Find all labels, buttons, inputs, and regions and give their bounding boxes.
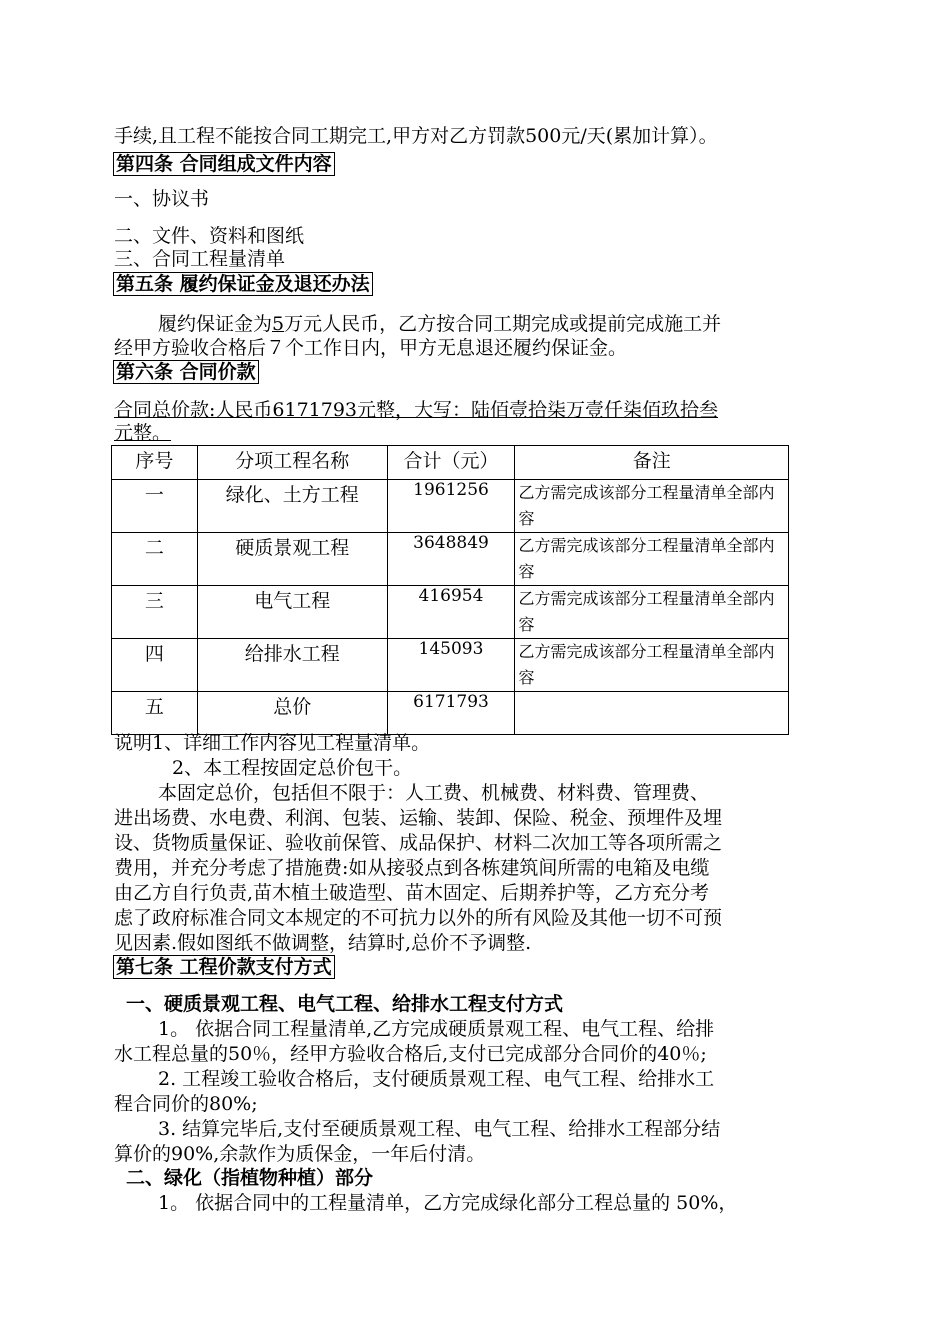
text-line: 3. 结算完毕后,支付至硬质景观工程、电气工程、给排水工程部分结 [158,1118,721,1140]
table-cell: 3648849 [387,533,515,586]
table-cell: 电气工程 [197,586,387,639]
text-span: 万元人民币，乙方按合同工期完成或提前完成施工并 [284,313,722,335]
table-row [112,480,789,533]
section-heading-5: 第五条 履约保证金及退还办法 [113,272,373,296]
text-line: 1。 依据合同工程量清单,乙方完成硬质景观工程、电气工程、给排 [158,1018,715,1040]
price-table [111,445,789,735]
text-line: 本固定总价，包括但不限于：人工费、机械费、材料费、管理费、 [158,782,710,804]
text-line: 合同总价款:人民币6171793元整，大写：陆佰壹拾柒万壹仟柒佰玖拾叁 [114,399,719,421]
table-header-row [112,446,789,480]
table-cell: 总价 [197,692,387,735]
table-cell: 硬质景观工程 [197,533,387,586]
table-header: 备注 [515,446,789,480]
table-header: 分项工程名称 [197,446,387,480]
list-item: 三、合同工程量清单 [114,248,286,270]
table-cell: 给排水工程 [197,639,387,692]
text-line: 2、本工程按固定总价包干。 [172,757,413,779]
table-cell: 145093 [387,639,515,692]
list-item: 一、协议书 [114,188,210,210]
section-heading-6: 第六条 合同价款 [113,360,259,384]
table-row [112,533,789,586]
list-item: 二、文件、资料和图纸 [114,225,305,247]
text-line: 水工程总量的50％，经甲方验收合格后,支付已完成部分合同价的40％; [114,1043,707,1065]
text-span: 履约保证金为 [158,313,273,335]
text-line: 元整。 [114,422,172,444]
table-cell [515,692,789,735]
subsection-heading: 一、硬质景观工程、电气工程、给排水工程支付方式 [126,993,564,1015]
text-line: 说明1、详细工作内容见工程量清单。 [114,732,431,754]
table-cell: 二 [112,533,198,586]
text-line: 程合同价的80%; [114,1093,258,1115]
text-line: 经甲方验收合格后７个工作日内，甲方无息退还履约保证金。 [114,337,628,359]
table-row [112,586,789,639]
text-line: 1。 依据合同中的工程量清单，乙方完成绿化部分工程总量的 50%， [158,1192,738,1214]
table-cell: 五 [112,692,198,735]
table-row [112,639,789,692]
table-cell: 1961256 [387,480,515,533]
table-cell: 乙方需完成该部分工程量清单全部内容 [515,480,789,533]
table-cell: 绿化、土方工程 [197,480,387,533]
text-line: 算价的90%,余款作为质保金，一年后付清。 [114,1143,486,1165]
table-cell: 三 [112,586,198,639]
table-cell: 乙方需完成该部分工程量清单全部内容 [515,639,789,692]
subsection-heading: 二、绿化（指植物种植）部分 [126,1167,374,1189]
deposit-amount: 5 [272,313,285,335]
table-cell: 四 [112,639,198,692]
table-header: 合计（元） [387,446,515,480]
text-line: 2. 工程竣工验收合格后，支付硬质景观工程、电气工程、给排水工 [158,1068,715,1090]
table-cell: 乙方需完成该部分工程量清单全部内容 [515,533,789,586]
table-cell: 416954 [387,586,515,639]
text-line: 设、货物质量保证、验收前保管、成品保护、材料二次加工等各项所需之 [114,832,723,854]
text-line: 虑了政府标准合同文本规定的不可抗力以外的所有风险及其他一切不可预 [114,907,723,929]
text-line: 进出场费、水电费、利润、包装、运输、装卸、保险、税金、预埋件及埋 [114,807,723,829]
table-cell: 一 [112,480,198,533]
table-header: 序号 [112,446,198,480]
section-heading-4: 第四条 合同组成文件内容 [113,152,335,176]
text-line: 费用，并充分考虑了措施费:如从接驳点到各栋建筑间所需的电箱及电缆 [114,857,710,879]
text-line [158,312,721,336]
text-line: 手续,且工程不能按合同工期完工,甲方对乙方罚款500元/天(累加计算）。 [114,125,718,147]
table-row [112,692,789,735]
table-cell: 6171793 [387,692,515,735]
text-line: 见因素.假如图纸不做调整，结算时,总价不予调整. [114,932,532,954]
section-heading-7: 第七条 工程价款支付方式 [113,955,335,979]
table-cell: 乙方需完成该部分工程量清单全部内容 [515,586,789,639]
text-line: 由乙方自行负责,苗木植土破造型、苗木固定、后期养护等，乙方充分考 [114,882,710,904]
